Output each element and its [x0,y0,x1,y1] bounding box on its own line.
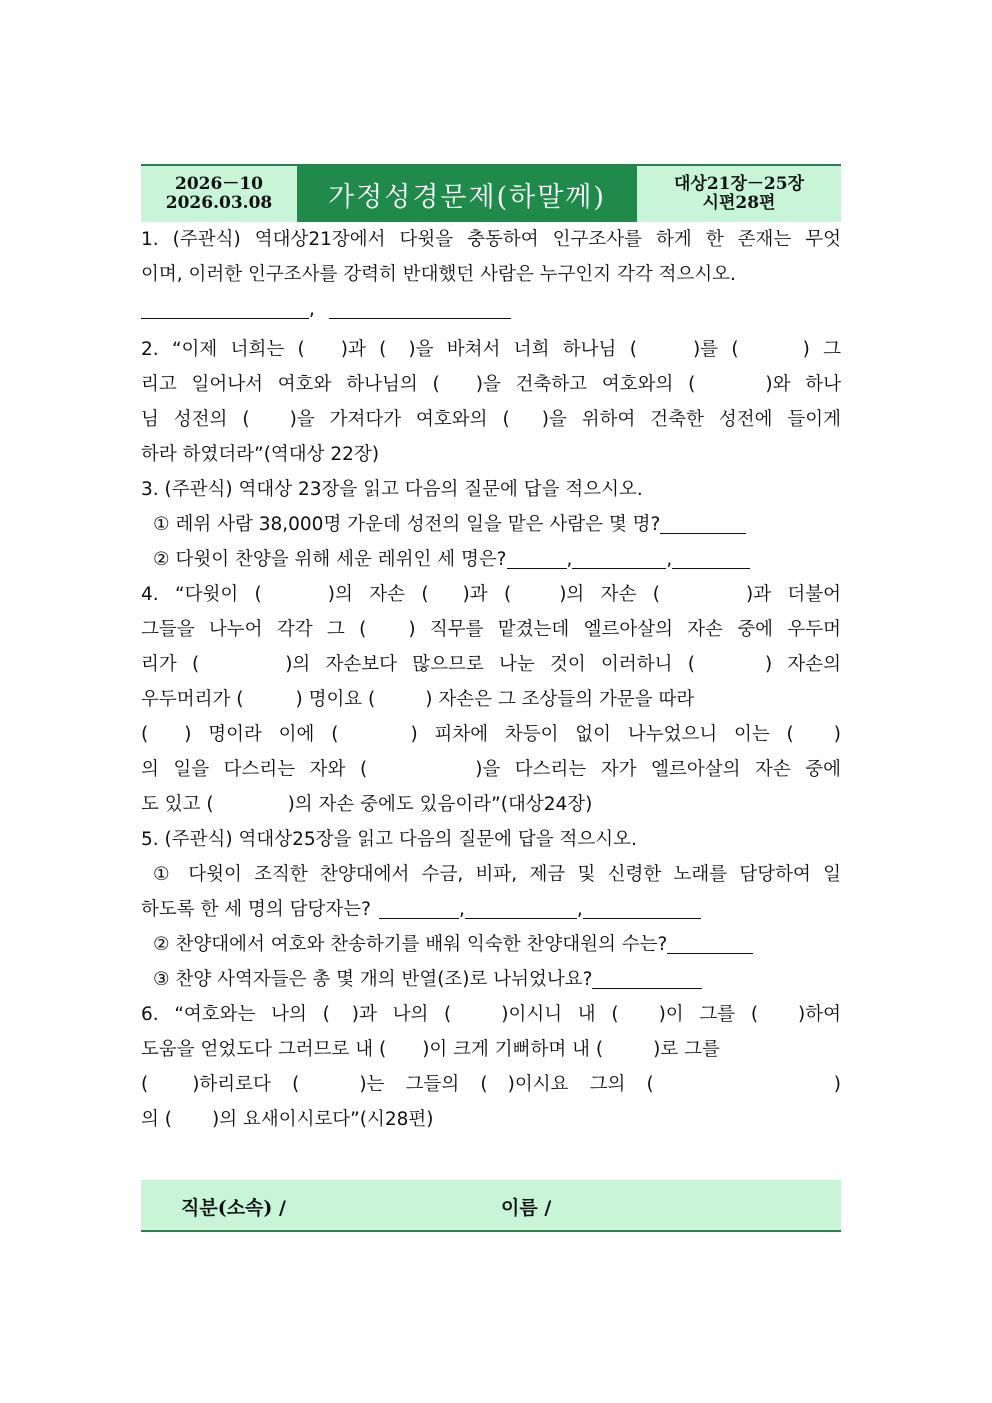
footer-bar [141,1180,841,1232]
q1-line-1: 1. (주관식) 역대상21장에서 다윗을 충동하여 인구조사를 하게 한 존재는 무엇 [141,229,841,250]
answer-blank[interactable] [672,546,750,569]
q3-sub-1: ① 레위 사람 38,000명 가운데 성전의 일을 맡은 사람은 몇 명? [141,507,841,542]
q6-line-1: 6. “여호와는 나의 ( )과 나의 ( )이시니 내 ( )이 그를 ( )하여 [141,1004,841,1025]
q4-line-6: 의 일을 다스리는 자와 ( )을 다스리는 자가 엘르아살의 자손 중에 [141,759,841,780]
answer-blank[interactable] [572,546,666,569]
q3-sub-2: ② 다윗이 찬양을 위해 세운 레위인 세 명은? , , [141,542,841,577]
q2-line-2: 리고 일어나서 여호와 하나님의 ( )을 건축하고 여호와의 ( )와 하나 [141,374,841,395]
reading-range-2: 시편28편 [702,193,776,213]
q1-line-2: 이며, 이러한 인구조사를 강력히 반대했던 사람은 누구인지 각각 적으시오. [141,264,736,285]
answer-blank[interactable] [583,896,701,919]
issue-date: 2026.03.08 [165,193,273,213]
separator: , [309,299,315,320]
answer-blank[interactable] [141,296,309,319]
q1-answer-row [141,292,841,332]
answer-blank[interactable] [592,966,702,989]
issue-code: 2026－10 [175,174,263,194]
reading-range [637,166,841,222]
q6-line-3: ( )하리로다 ( )는 그들의 ( )이시요 그의 ( ) [141,1074,841,1095]
q2-line-1: 2. “이제 너희는 ( )과 ( )을 바쳐서 너희 하나님 ( )를 ( ) 그 [141,339,841,360]
header-bar [141,164,841,222]
q3-line-1: 3. (주관식) 역대상 23장을 읽고 다음의 질문에 답을 적으시오. [141,479,643,500]
answer-blank[interactable] [660,511,746,534]
q4-line-3: 리가 ( )의 자손보다 많으므로 나눈 것이 이러하니 ( ) 자손의 [141,654,842,675]
q5-sub-3: ③ 찬양 사역자들은 총 몇 개의 반열(조)로 나뉘었나요? [141,962,841,997]
q4-line-2: 그들을 나누어 각각 그 ( ) 직무를 맡겼는데 엘르아살의 자손 중에 우두머 [141,619,841,640]
answer-blank[interactable] [329,296,511,319]
q4-line-7: 도 있고 ( )의 자손 중에도 있음이라”(대상24장) [141,794,593,815]
q4-line-4: 우두머리가 ( ) 명이요 ( ) 자손은 그 조상들의 가문을 따라 [141,689,695,710]
q6-line-2: 도움을 얻었도다 그러므로 내 ( )이 크게 기뻐하며 내 ( )로 그를 [141,1039,720,1060]
issue-info [141,166,297,222]
name-label: 이름 / [501,1197,552,1219]
answer-blank[interactable] [667,931,753,954]
answer-blank[interactable] [507,546,567,569]
q4-line-5: ( ) 명이라 이에 ( ) 피차에 차등이 없이 나누었으니 이는 ( ) [141,724,841,745]
q6-line-4: 의 ( )의 요새이시로다”(시28편) [141,1109,434,1130]
q5-sub-1b: 하도록 한 세 명의 담당자는? , , [141,892,841,927]
questions [141,222,841,1137]
position-label: 직분(소속) / [181,1197,286,1219]
q2-line-4: 하라 하였더라”(역대상 22장) [141,444,380,465]
answer-blank[interactable] [465,896,577,919]
q5-sub-1a: ① 다윗이 조직한 찬양대에서 수금, 비파, 제금 및 신령한 노래를 담당하여 일 [153,864,841,885]
page-title: 가정성경문제(하말께) [297,166,637,222]
q2-line-3: 님 성전의 ( )을 가져다가 여호와의 ( )을 위하여 건축한 성전에 들이게 [141,409,842,430]
quiz-sheet [141,164,841,1137]
reading-range-1: 대상21장－25장 [673,174,804,194]
answer-blank[interactable] [379,896,459,919]
q4-line-1: 4. “다윗이 ( )의 자손 ( )과 ( )의 자손 ( )과 더불어 [141,584,842,605]
q5-line-1: 5. (주관식) 역대상25장을 읽고 다음의 질문에 답을 적으시오. [141,829,637,850]
q5-sub-2: ② 찬양대에서 여호와 찬송하기를 배워 익숙한 찬양대원의 수는? [141,927,841,962]
